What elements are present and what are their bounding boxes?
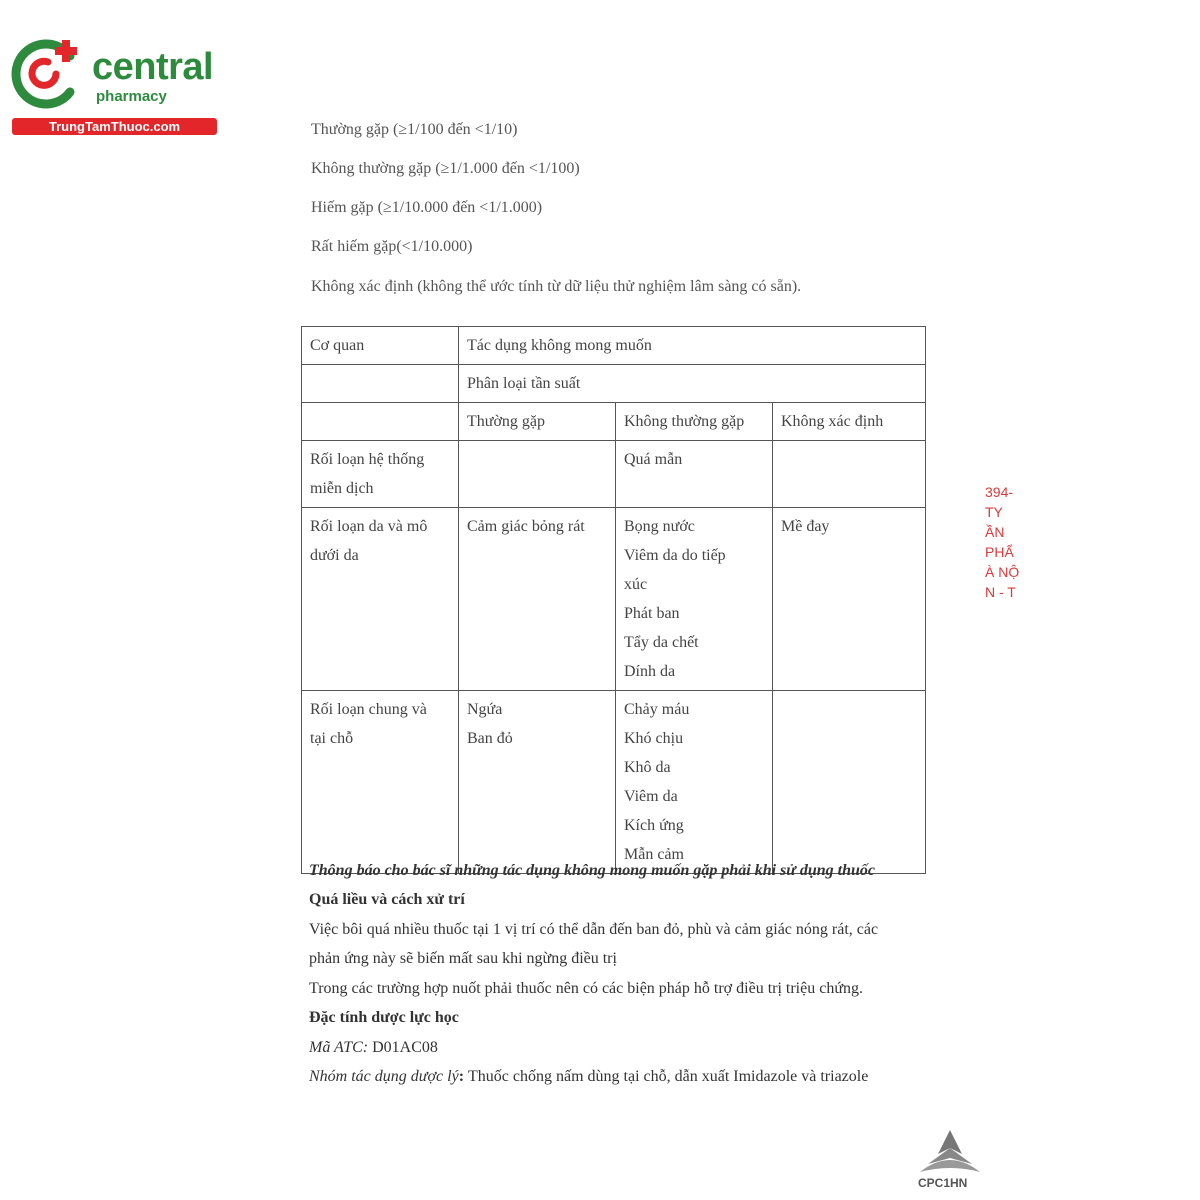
logo-subtitle: pharmacy	[96, 88, 167, 105]
frequency-very-rare: Rất hiếm gặp(<1/10.000)	[311, 238, 473, 255]
group-label: Nhóm tác dụng dược lý	[309, 1068, 459, 1085]
organ-line: miễn dịch	[310, 480, 374, 497]
empty-cell	[302, 403, 459, 441]
effect-item: Ban đỏ	[467, 730, 513, 747]
stamp-line: 394-	[985, 484, 1014, 500]
central-pharmacy-logo	[8, 34, 228, 144]
effects-header: Tác dụng không mong muốn	[459, 327, 926, 365]
atc-code	[309, 1039, 438, 1057]
effect-item: Dính da	[624, 663, 676, 680]
effect-item: Quá mẫn	[624, 451, 683, 468]
pharmacodynamics-heading: Đặc tính dược lực học	[309, 1009, 459, 1026]
stamp-line: ẦN	[985, 524, 1005, 540]
pharmacological-group	[309, 1068, 868, 1086]
overdose-text: Việc bôi quá nhiều thuốc tại 1 vị trí có thể dẫn đến ban đỏ, phù và cảm giác nóng rát, các	[309, 921, 879, 938]
common-cell	[459, 691, 616, 874]
table-row	[302, 691, 926, 874]
organ-cell	[302, 441, 459, 508]
group-value: Thuốc chống nấm dùng tại chỗ, dẫn xuất Imidazole và triazole	[468, 1068, 869, 1085]
organ-line: tại chỗ	[310, 730, 354, 747]
unknown-cell	[773, 508, 926, 691]
effect-item: Phát ban	[624, 605, 680, 622]
frequency-common: Thường gặp (≥1/100 đến <1/10)	[311, 121, 518, 138]
company-stamp	[985, 482, 1025, 632]
effect-item: Viêm da	[624, 788, 678, 805]
frequency-class-header: Phân loại tần suất	[459, 365, 926, 403]
table-header-row	[302, 365, 926, 403]
effect-item: Mề đay	[781, 518, 830, 535]
organ-cell	[302, 508, 459, 691]
effect-item: Tẩy da chết	[624, 634, 699, 651]
uncommon-cell	[616, 691, 773, 874]
organ-line: Rối loạn chung và	[310, 701, 427, 718]
organ-line: dưới da	[310, 547, 359, 564]
uncommon-cell	[616, 508, 773, 691]
overdose-heading: Quá liều và cách xử trí	[309, 891, 465, 908]
unknown-cell	[773, 691, 926, 874]
empty-cell	[302, 365, 459, 403]
doctor-notice: Thông báo cho bác sĩ những tác dụng không mong muốn gặp phải khi sử dụng thuốc	[309, 862, 875, 879]
frequency-uncommon: Không thường gặp (≥1/1.000 đến <1/100)	[311, 160, 580, 177]
frequency-rare: Hiếm gặp (≥1/10.000 đến <1/1.000)	[311, 199, 543, 216]
organ-cell	[302, 691, 459, 874]
uncommon-cell	[616, 441, 773, 508]
table-header-row	[302, 327, 926, 365]
effect-item: Khô da	[624, 759, 671, 776]
organ-line: Rối loạn da và mô	[310, 518, 428, 535]
table-row	[302, 508, 926, 691]
effect-item: Mẫn cảm	[624, 846, 684, 863]
atc-value: D01AC08	[368, 1039, 438, 1056]
table-row	[302, 441, 926, 508]
col-common-header: Thường gặp	[459, 403, 616, 441]
effect-item: Kích ứng	[624, 817, 684, 834]
effect-item: xúc	[624, 576, 648, 593]
effect-item: Ngứa	[467, 701, 503, 718]
footer-logo-text: CPC1HN	[918, 1176, 968, 1190]
table-header-row	[302, 403, 926, 441]
logo-url[interactable]: TrungTamThuoc.com	[12, 118, 217, 135]
effect-item: Cảm giác bỏng rát	[467, 518, 585, 535]
effect-item: Khó chịu	[624, 730, 684, 747]
overdose-text: Trong các trường hợp nuốt phải thuốc nên có các biện pháp hỗ trợ điều trị triệu chứng.	[309, 980, 863, 997]
frequency-unknown: Không xác định (không thể ước tính từ dữ liệu thử nghiệm lâm sàng có sẵn).	[311, 278, 802, 295]
stamp-line: TY	[985, 504, 1003, 520]
group-colon: :	[458, 1068, 469, 1085]
unknown-cell	[773, 441, 926, 508]
stamp-line: PHẨ	[985, 544, 1014, 560]
col-unknown-header: Không xác định	[773, 403, 926, 441]
stamp-line: À NỘ	[985, 564, 1020, 580]
common-cell	[459, 508, 616, 691]
organ-header: Cơ quan	[302, 327, 459, 365]
col-uncommon-header: Không thường gặp	[616, 403, 773, 441]
overdose-text: phản ứng này sẽ biến mất sau khi ngừng điều trị	[309, 950, 617, 967]
cpc1hn-logo	[912, 1128, 988, 1194]
atc-label: Mã ATC:	[309, 1039, 369, 1056]
central-pharmacy-icon	[8, 34, 88, 114]
effect-item: Viêm da do tiếp	[624, 547, 726, 564]
effect-item: Bọng nước	[624, 518, 695, 535]
effect-item: Chảy máu	[624, 701, 690, 718]
lotus-icon	[912, 1128, 988, 1178]
organ-line: Rối loạn hệ thống	[310, 451, 425, 468]
common-cell	[459, 441, 616, 508]
stamp-line: N - T	[985, 584, 1016, 600]
logo-brand: central	[92, 46, 214, 88]
adverse-effects-table	[301, 326, 926, 874]
